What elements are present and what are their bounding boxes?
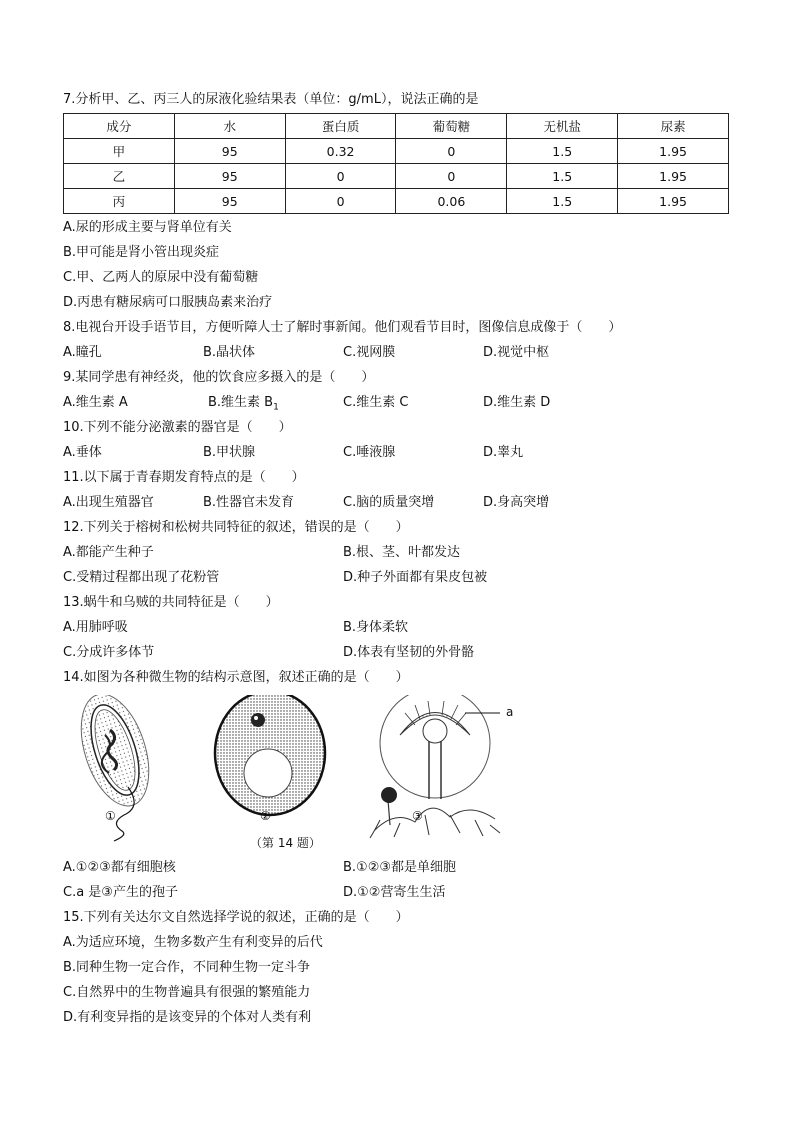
q12-option-b: B.根、茎、叶都发达 bbox=[343, 545, 461, 560]
q8-option-a: A.瞳孔 bbox=[63, 345, 102, 360]
table-header: 尿素 bbox=[618, 114, 729, 139]
pointer-label-a: a bbox=[506, 705, 514, 719]
q14-stem: 14.如图为各种微生物的结构示意图，叙述正确的是（ ） bbox=[63, 670, 409, 685]
q14-option-b: B.①②③都是单细胞 bbox=[343, 860, 457, 875]
q14-option-d: D.①②营寄生生活 bbox=[343, 885, 446, 900]
table-header: 无机盐 bbox=[507, 114, 618, 139]
table-cell: 0 bbox=[285, 189, 396, 214]
q7-option-b: B.甲可能是肾小管出现炎症 bbox=[63, 245, 220, 260]
table-cell: 0 bbox=[396, 164, 507, 189]
table-cell: 1.95 bbox=[618, 139, 729, 164]
table-header: 蛋白质 bbox=[285, 114, 396, 139]
q9-option-d: D.维生素 D bbox=[483, 395, 551, 410]
q14-option-c: C.a 是③产生的孢子 bbox=[63, 885, 178, 900]
q15-option-c: C.自然界中的生物普遍具有很强的繁殖能力 bbox=[63, 985, 311, 1000]
q12-option-c: C.受精过程都出现了花粉管 bbox=[63, 570, 220, 585]
q9-option-b-text: B.维生素 B bbox=[208, 395, 274, 410]
q10-option-b: B.甲状腺 bbox=[203, 445, 256, 460]
urine-result-table bbox=[63, 113, 729, 214]
table-cell: 丙 bbox=[64, 189, 175, 214]
table-header: 葡萄糖 bbox=[396, 114, 507, 139]
q9-option-c: C.维生素 C bbox=[343, 395, 409, 410]
q11-option-b: B.性器官未发育 bbox=[203, 495, 295, 510]
microorganism-figure bbox=[70, 695, 520, 855]
q11-option-a: A.出现生殖器官 bbox=[63, 495, 154, 510]
q8-option-d: D.视觉中枢 bbox=[483, 345, 550, 360]
q13-option-a: A.用肺呼吸 bbox=[63, 620, 128, 635]
q14-option-a: A.①②③都有细胞核 bbox=[63, 860, 176, 875]
figure-label-3: ③ bbox=[412, 809, 423, 823]
q7-option-d: D.丙患有糖尿病可口服胰岛素来治疗 bbox=[63, 295, 273, 310]
table-cell: 甲 bbox=[64, 139, 175, 164]
q11-option-d: D.身高突增 bbox=[483, 495, 550, 510]
table-header-row bbox=[64, 114, 729, 139]
q9-option-b bbox=[208, 394, 279, 417]
q13-option-d: D.体表有坚韧的外骨骼 bbox=[343, 645, 475, 660]
q10-option-c: C.唾液腺 bbox=[343, 445, 396, 460]
table-row bbox=[64, 139, 729, 164]
q15-stem: 15.下列有关达尔文自然选择学说的叙述，正确的是（ ） bbox=[63, 910, 409, 925]
q7-option-a: A.尿的形成主要与肾单位有关 bbox=[63, 220, 232, 235]
table-header: 水 bbox=[174, 114, 285, 139]
microorganism-drawings bbox=[70, 695, 520, 855]
table-cell: 0.06 bbox=[396, 189, 507, 214]
q10-option-a: A.垂体 bbox=[63, 445, 102, 460]
q9-stem: 9.某同学患有神经炎，他的饮食应多摄入的是（ ） bbox=[63, 370, 375, 385]
figure-label-1: ① bbox=[105, 809, 116, 823]
q13-option-c: C.分成许多体节 bbox=[63, 645, 155, 660]
q7-stem: 7.分析甲、乙、丙三人的尿液化验结果表（单位：g/mL），说法正确的是 bbox=[63, 92, 479, 107]
q10-stem: 10.下列不能分泌激素的器官是（ ） bbox=[63, 420, 292, 435]
table-cell: 1.95 bbox=[618, 189, 729, 214]
q8-option-b: B.晶状体 bbox=[203, 345, 256, 360]
table-row bbox=[64, 189, 729, 214]
table-header: 成分 bbox=[64, 114, 175, 139]
q15-option-b: B.同种生物一定合作，不同种生物一定斗争 bbox=[63, 960, 311, 975]
table-cell: 0.32 bbox=[285, 139, 396, 164]
q9-option-b-subscript: 1 bbox=[273, 402, 279, 413]
q12-option-a: A.都能产生种子 bbox=[63, 545, 154, 560]
table-cell: 95 bbox=[174, 189, 285, 214]
table-cell: 1.5 bbox=[507, 164, 618, 189]
q12-stem: 12.下列关于榕树和松树共同特征的叙述，错误的是（ ） bbox=[63, 520, 409, 535]
q15-option-d: D.有利变异指的是该变异的个体对人类有利 bbox=[63, 1010, 312, 1025]
q10-option-d: D.睾丸 bbox=[483, 445, 524, 460]
figure-caption: （第 14 题） bbox=[250, 836, 321, 850]
table-row bbox=[64, 164, 729, 189]
q8-option-c: C.视网膜 bbox=[343, 345, 396, 360]
table-cell: 1.5 bbox=[507, 189, 618, 214]
table-cell: 0 bbox=[396, 139, 507, 164]
table-cell: 1.95 bbox=[618, 164, 729, 189]
table-cell: 95 bbox=[174, 164, 285, 189]
table-cell: 95 bbox=[174, 139, 285, 164]
q13-option-b: B.身体柔软 bbox=[343, 620, 409, 635]
q15-option-a: A.为适应环境，生物多数产生有利变异的后代 bbox=[63, 935, 323, 950]
q7-option-c: C.甲、乙两人的原尿中没有葡萄糖 bbox=[63, 270, 259, 285]
figure-label-2: ② bbox=[260, 809, 271, 823]
table-cell: 乙 bbox=[64, 164, 175, 189]
table-cell: 1.5 bbox=[507, 139, 618, 164]
table-cell: 0 bbox=[285, 164, 396, 189]
mold-drawing bbox=[370, 695, 500, 838]
q12-option-d: D.种子外面都有果皮包被 bbox=[343, 570, 488, 585]
q8-stem: 8.电视台开设手语节目，方便听障人士了解时事新闻。他们观看节目时，图像信息成像于（ ） bbox=[63, 320, 622, 335]
yeast-drawing bbox=[215, 695, 325, 815]
q13-stem: 13.蜗牛和乌贼的共同特征是（ ） bbox=[63, 595, 279, 610]
q11-stem: 11.以下属于青春期发育特点的是（ ） bbox=[63, 470, 305, 485]
q11-option-c: C.脑的质量突增 bbox=[343, 495, 435, 510]
q9-option-a: A.维生素 A bbox=[63, 395, 128, 410]
